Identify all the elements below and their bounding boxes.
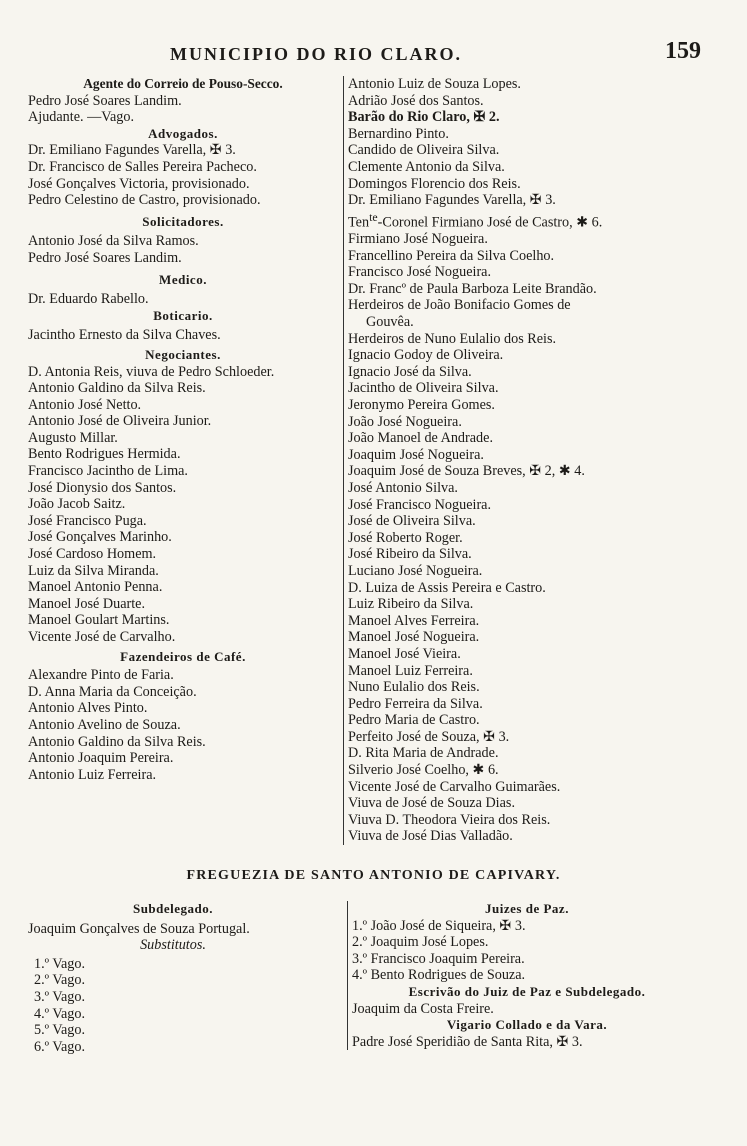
list-item: Alexandre Pinto de Faria. <box>28 667 174 684</box>
list-item: Firmiano José Nogueira. <box>348 231 488 248</box>
list-item: 2.º Joaquim José Lopes. <box>352 934 489 951</box>
list-item: Antonio José Netto. <box>28 396 142 413</box>
list-item: José Dionysio dos Santos. <box>28 479 177 496</box>
section-heading-medico: Medico. <box>159 271 207 287</box>
list-item: Candido de Oliveira Silva. <box>348 142 500 159</box>
list-item: José Ribeiro da Silva. <box>348 546 472 563</box>
list-item: José Gonçalves Marinho. <box>28 529 172 546</box>
right-column <box>343 76 696 845</box>
list-item: D. Antonia Reis, viuva de Pedro Schloeder. <box>28 363 275 380</box>
list-item: Jacintho Ernesto da Silva Chaves. <box>28 327 221 344</box>
list-item: Luciano José Nogueira. <box>348 562 483 579</box>
list-item: Pedro Ferreira da Silva. <box>348 695 483 712</box>
list-item-continuation: Gouvêa. <box>366 314 414 331</box>
left-column <box>28 76 338 783</box>
list-item: Perfeito José de Souza, ✠ 3. <box>348 728 510 745</box>
list-item: Augusto Millar. <box>28 429 118 446</box>
list-item: João Jacob Saitz. <box>28 496 126 513</box>
list-item: José Francisco Puga. <box>28 512 147 529</box>
list-item: Francisco Jacintho de Lima. <box>28 463 188 480</box>
list-item: D. Anna Maria da Conceição. <box>28 683 197 700</box>
page-header <box>28 38 717 68</box>
list-item: Antonio José de Oliveira Junior. <box>28 413 212 430</box>
list-item: Manoel Goulart Martins. <box>28 612 170 629</box>
section-heading-solicitadores: Solicitadores. <box>142 213 224 229</box>
list-item: Jeronymo Pereira Gomes. <box>348 397 495 414</box>
list-item: Ignacio José da Silva. <box>348 363 472 380</box>
list-item: Francisco José Nogueira. <box>348 264 492 281</box>
list-item: Antonio Galdino da Silva Reis. <box>28 380 206 397</box>
section-heading-fazendeiros: Fazendeiros de Café. <box>120 648 246 664</box>
list-item: 2.º Vago. <box>34 972 86 989</box>
list-item: José de Oliveira Silva. <box>348 513 476 530</box>
list-item: 1.º Vago. <box>34 955 86 972</box>
substitutos-list <box>28 956 318 1056</box>
list-item: Pedro Celestino de Castro, provisionado. <box>28 192 261 209</box>
list-item: Jacintho de Oliveira Silva. <box>348 380 499 397</box>
list-item: Antonio Luiz de Souza Lopes. <box>348 76 521 92</box>
list-item: Antonio Galdino da Silva Reis. <box>28 733 206 750</box>
list-item: João José Nogueira. <box>348 413 462 430</box>
list-item: Manoel José Vieira. <box>348 645 461 662</box>
list-item: Herdeiros de João Bonifacio Gomes de <box>348 297 571 314</box>
list-item: José Francisco Nogueira. <box>348 496 492 513</box>
list-item: Dr. Eduardo Rabello. <box>28 291 149 308</box>
list-item: Joaquim José Nogueira. <box>348 446 484 463</box>
list-item: 3.º Francisco Joaquim Pereira. <box>352 950 525 967</box>
list-item: Bernardino Pinto. <box>348 125 449 142</box>
list-item: Barão do Rio Claro, ✠ 2. <box>348 109 500 126</box>
list-item: Bento Rodrigues Hermida. <box>28 446 181 463</box>
list-item: Manoel Alves Ferreira. <box>348 612 480 629</box>
list-item: Dr. Francisco de Salles Pereira Pacheco. <box>28 158 257 175</box>
list-item: Herdeiros de Nuno Eulalio dos Reis. <box>348 330 557 347</box>
list-item: Antonio José da Silva Ramos. <box>28 233 199 250</box>
section-heading-correio: Agente do Correio de Pouso-Secco. <box>83 76 283 91</box>
list-item: Pedro José Soares Landim. <box>28 249 182 266</box>
section-heading-negociantes: Negociantes. <box>145 346 221 362</box>
list-item: Adrião José dos Santos. <box>348 92 484 109</box>
section-title-freguezia: FREGUEZIA DE SANTO ANTONIO DE CAPIVARY. <box>186 868 561 883</box>
list-item: Silverio José Coelho, ✱ 6. <box>348 762 499 779</box>
list-item: Dr. Emiliano Fagundes Varella, ✠ 3. <box>348 192 556 209</box>
list-item: Antonio Avelino de Souza. <box>28 716 181 733</box>
list-item: Antonio Luiz Ferreira. <box>28 766 157 783</box>
list-item: Pedro José Soares Landim. <box>28 92 182 109</box>
list-item: Antonio Joaquim Pereira. <box>28 750 174 767</box>
list-item: Luiz da Silva Miranda. <box>28 562 159 579</box>
list-item: 4.º Bento Rodrigues de Souza. <box>352 967 526 984</box>
list-item: Luiz Ribeiro da Silva. <box>348 596 474 613</box>
list-item: Dr. Emiliano Fagundes Varella, ✠ 3. <box>28 142 236 159</box>
list-item: Viuva de José Dias Valladão. <box>348 828 513 845</box>
list-item: Dr. Francº de Paula Barboza Leite Brandão. <box>348 280 597 297</box>
list-item: Vicente José de Carvalho. <box>28 629 176 645</box>
list-item: Manoel José Nogueira. <box>348 629 480 646</box>
list-item: Antonio Alves Pinto. <box>28 700 148 717</box>
list-item: João Manoel de Andrade. <box>348 430 493 447</box>
list-item: Manoel Luiz Ferreira. <box>348 662 473 679</box>
list-item: Manoel José Duarte. <box>28 595 146 612</box>
list-item: Domingos Florencio dos Reis. <box>348 175 521 192</box>
list-item: 5.º Vago. <box>34 1022 86 1039</box>
freguezia-right-column <box>347 901 702 1050</box>
freguezia-left-column <box>28 901 318 1055</box>
section-heading-vigario: Vigario Collado e da Vara. <box>446 1017 608 1033</box>
list-item: Viuva de José de Souza Dias. <box>348 795 515 812</box>
list-item: José Cardoso Homem. <box>28 546 157 563</box>
section-heading-escrivao: Escrivão do Juiz de Paz e Subdelegado. <box>408 983 646 999</box>
page-title: MUNICIPIO DO RIO CLARO. <box>170 44 463 64</box>
list-item: 6.º Vago. <box>34 1038 86 1055</box>
list-item: D. Luiza de Assis Pereira e Castro. <box>348 579 546 596</box>
substitutos-label: Substitutos. <box>140 937 206 954</box>
list-item: Francellino Pereira da Silva Coelho. <box>348 247 555 264</box>
list-item: Ajudante. —Vago. <box>28 109 134 126</box>
list-item: Viuva D. Theodora Vieira dos Reis. <box>348 811 551 828</box>
section-heading-juizes: Juizes de Paz. <box>485 901 569 916</box>
list-item: Joaquim José de Souza Breves, ✠ 2, ✱ 4. <box>348 463 585 480</box>
list-item: D. Rita Maria de Andrade. <box>348 745 499 762</box>
list-item: 1.º João José de Siqueira, ✠ 3. <box>352 917 526 934</box>
list-item: Padre José Speridião de Santa Rita, ✠ 3. <box>352 1033 583 1050</box>
list-item: José Roberto Roger. <box>348 529 463 546</box>
page-number: 159 <box>665 38 701 64</box>
section-heading-boticario: Boticario. <box>153 307 213 323</box>
list-item: Pedro Maria de Castro. <box>348 712 480 729</box>
list-item: Vicente José de Carvalho Guimarães. <box>348 778 561 795</box>
list-item: Ignacio Godoy de Oliveira. <box>348 347 504 364</box>
list-item: Nuno Eulalio dos Reis. <box>348 679 480 696</box>
section-heading-advogados: Advogados. <box>148 125 218 141</box>
list-item: Clemente Antonio da Silva. <box>348 158 505 175</box>
list-item: Ten$^{te}$-Coronel Firmiano José de Castro, ✱ 6. <box>348 209 603 231</box>
section-heading-subdelegado: Subdelegado. <box>132 901 214 916</box>
list-item: 3.º Vago. <box>34 988 86 1005</box>
list-item: Joaquim da Costa Freire. <box>352 1000 494 1017</box>
list-item: 4.º Vago. <box>34 1005 86 1022</box>
list-item: Manoel Antonio Penna. <box>28 579 163 596</box>
list-item: José Antonio Silva. <box>348 479 458 496</box>
list-item: Joaquim Gonçalves de Souza Portugal. <box>28 920 250 937</box>
list-item: José Gonçalves Victoria, provisionado. <box>28 175 250 192</box>
